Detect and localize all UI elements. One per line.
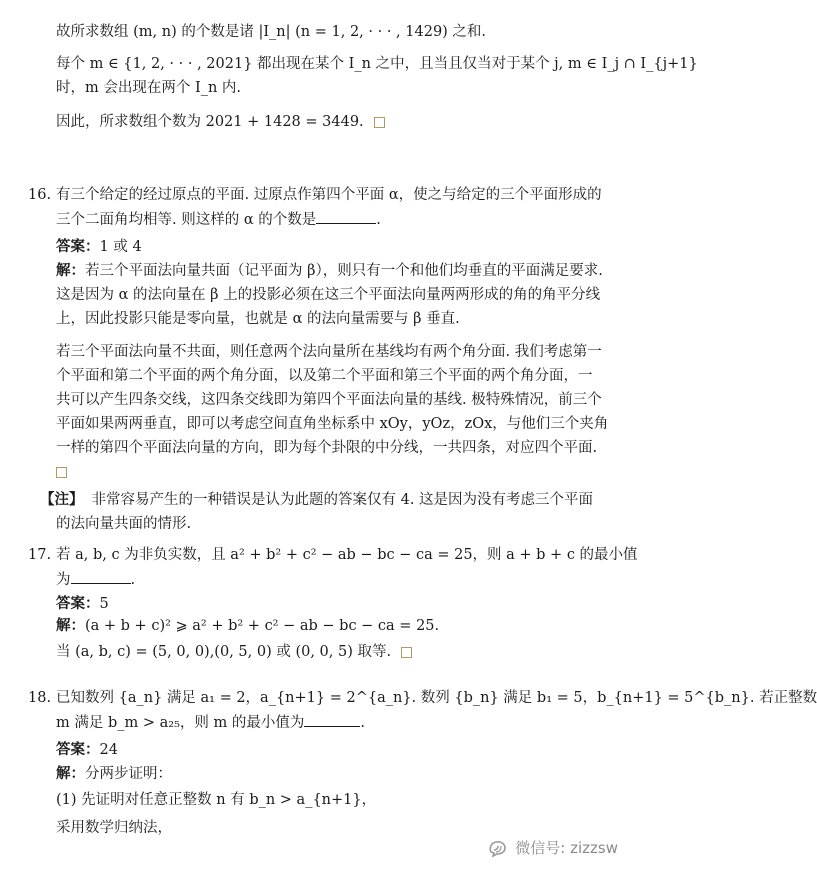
answer-value: 5 <box>99 596 109 612</box>
solution-16-line-8: 一样的第四个平面法向量的方向，即为每个卦限的中分线，一共四条，对应四个平面. <box>56 440 598 456</box>
qed-16 <box>56 460 596 484</box>
solution-18-line-2: (1) 先证明对任意正整数 n 有 b_n > a_{n+1}， <box>56 792 377 808</box>
question-17-number: 17. <box>28 547 52 563</box>
wechat-watermark <box>487 836 618 860</box>
question-18-number: 18. <box>28 690 52 706</box>
intro-conclusion: 因此，所求数组个数为 2021 + 1428 = 3449. <box>56 114 364 130</box>
solution-16-line-3: 上，因此投影只能是零向量，也就是 α 的法向量需要与 β 垂直. <box>56 311 460 327</box>
answer-blank <box>71 567 131 584</box>
question-18-period: . <box>360 715 365 731</box>
solution-16-line-7: 平面如果两两垂直，即可以考虑空间直角坐标系中 xOy，yOz，zOx，与他们三个夹角 <box>56 416 609 432</box>
question-17-text: 为 <box>56 572 71 588</box>
note-text: 非常容易产生的一种错误是认为此题的答案仅有 4. 这是因为没有考虑三个平面 <box>91 492 594 508</box>
question-16-line-1: 有三个给定的经过原点的平面. 过原点作第四个平面 α，使之与给定的三个平面形成的 <box>56 187 602 203</box>
answer-16 <box>56 235 596 259</box>
answer-blank <box>304 710 360 727</box>
solution-label: 解： <box>56 262 85 279</box>
question-18-line-1: 已知数列 {a_n} 满足 a₁ = 2，a_{n+1} = 2^{a_n}. 数列 {b_n} 满足 b₁ = 5，b_{n+1} = 5^{b_n}. 若正整数 <box>56 690 817 706</box>
qed-square-icon <box>401 647 412 658</box>
solution-16-line-6: 共可以产生四条交线，这四条交线即为第四个平面法向量的基线. 极特殊情况，前三个 <box>56 392 602 408</box>
answer-value: 1 或 4 <box>99 239 142 255</box>
answer-17 <box>56 592 596 616</box>
question-18-line-2 <box>56 710 596 735</box>
solution-text: (a + b + c)² ⩾ a² + b² + c² − ab − bc − ca = 25. <box>85 618 440 634</box>
solution-17-line-2 <box>56 640 596 664</box>
question-18-text: m 满足 b_m > a₂₅，则 m 的最小值为 <box>56 715 305 731</box>
solution-18-line-1 <box>56 762 596 786</box>
solution-17-line-1 <box>56 614 596 638</box>
wechat-official-account-icon <box>487 840 509 858</box>
question-16-period: . <box>376 212 381 228</box>
question-16-number: 16. <box>28 187 52 203</box>
intro-line-3: 时，m 会出现在两个 I_n 内. <box>56 80 242 96</box>
intro-line-4 <box>56 110 596 134</box>
solution-18-line-3: 采用数学归纳法， <box>56 820 172 836</box>
answer-label: 答案： <box>56 741 100 758</box>
solution-16-line-1 <box>56 259 603 283</box>
answer-18 <box>56 738 596 762</box>
question-17-line-1: 若 a, b, c 为非负实数，且 a² + b² + c² − ab − bc − ca = 25，则 a + b + c 的最小值 <box>56 547 638 563</box>
intro-line-1: 故所求数组 (m, n) 的个数是诸 |I_n| (n = 1, 2, · · · , 1429) 之和. <box>56 24 487 40</box>
intro-line-2: 每个 m ∈ {1, 2, · · · , 2021} 都出现在某个 I_n 之中，且当且仅当对于某个 j, m ∈ I_j ∩ I_{j+1} <box>56 56 698 72</box>
solution-16-line-5: 个平面和第二个平面的两个角分面，以及第二个平面和第三个平面的两个角分面，一 <box>56 368 593 384</box>
solution-text: 分两步证明： <box>85 766 172 782</box>
note-16-line-1 <box>40 488 594 512</box>
question-17-line-2 <box>56 567 596 592</box>
question-17-period: . <box>130 572 136 588</box>
solution-text: 当 (a, b, c) = (5, 0, 0),(0, 5, 0) 或 (0, 0, 5) 取等. <box>56 644 392 660</box>
question-16-text: 三个二面角均相等. 则这样的 α 的个数是 <box>56 212 317 228</box>
solution-16-line-2: 这是因为 α 的法向量在 β 上的投影必须在这三个平面法向量两两形成的角的角平分线 <box>56 287 601 303</box>
qed-square-icon <box>56 467 67 478</box>
solution-16-line-4: 若三个平面法向量不共面，则任意两个法向量所在基线均有两个角分面. 我们考虑第一 <box>56 344 602 360</box>
solution-label: 解： <box>56 765 85 782</box>
solution-label: 解： <box>56 617 85 634</box>
qed-square-icon <box>374 117 385 128</box>
note-16-line-2: 的法向量共面的情形. <box>56 516 192 532</box>
answer-label: 答案： <box>56 595 100 612</box>
answer-label: 答案： <box>56 238 100 255</box>
note-label: 【注】 <box>40 491 84 508</box>
watermark-text: 微信号: zizzsw <box>515 839 618 857</box>
answer-value: 24 <box>99 742 118 758</box>
answer-blank <box>316 207 376 224</box>
question-16-line-2 <box>56 207 596 232</box>
solution-text: 若三个平面法向量共面（记平面为 β），则只有一个和他们均垂直的平面满足要求. <box>85 263 603 279</box>
